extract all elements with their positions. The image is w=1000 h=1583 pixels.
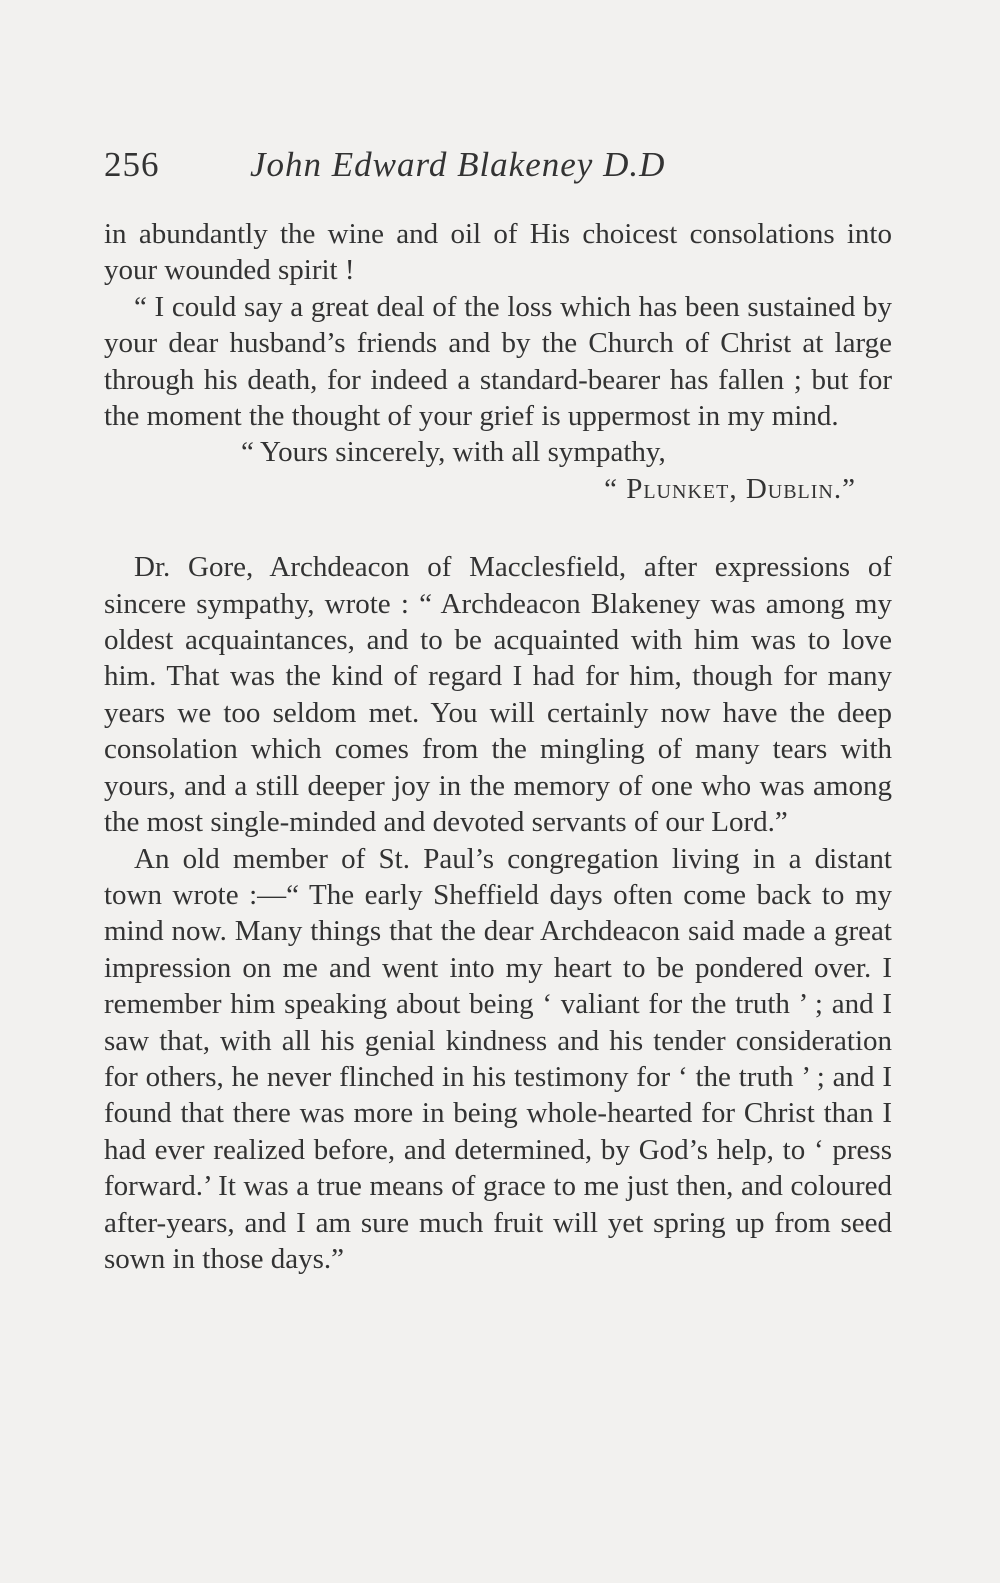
page-header: [104, 143, 894, 187]
paragraph-3: Dr. Gore, Archdeacon of Macclesfield, after expressions of sincere sympathy, wrote : “ Archdeacon Blakeney was among my oldest acquaintances, and to be acquainted with him was to love him. That was the kind of regard I had for him, though for many years we too seldom met. You will certainly now have the deep consolation which comes from the mingling of many tears with yours, and a still deeper joy in the memory of one who was among the most single-minded and devoted servants of our Lord.”: [104, 551, 892, 839]
section-gap: [104, 507, 892, 549]
letter-signature: “ Plunket, Dublin.”: [604, 472, 856, 505]
letter-closing: “ Yours sincerely, with all sympathy,: [241, 436, 666, 469]
running-title: John Edward Blakeney D.D: [250, 145, 666, 184]
paragraph-2: “ I could say a great deal of the loss which has been sustained by your dear husband’s friends and by the Church of Christ at large through his death, for indeed a standard-bearer has fallen ; but for the moment the thought of your grief is uppermost in my mind.: [104, 290, 892, 433]
paragraph-1: in abundantly the wine and oil of His choicest consolations into your wounded spirit !: [104, 218, 892, 287]
paragraph-4: An old member of St. Paul’s congregation living in a distant town wrote :—“ The early Sheffield days often come back to my mind now. Many things that the dear Archdeacon said made a great impression on me and went into my heart to be pondered over. I remember him speaking about being ‘ valiant for the truth ’ ; and I saw that, with all his genial kindness and his tender consideration for others, he never flinched in his testimony for ‘ the truth ’ ; and I found that there was more in being whole-hearted for Christ than I had ever realized before, and determined, by God’s help, to ‘ press forward.’ It was a true means of grace to me just then, and coloured after-years, and I am sure much fruit will yet spring up from seed sown in those days.”: [104, 842, 892, 1275]
body-text: [104, 216, 892, 1277]
page-number: 256: [104, 145, 160, 184]
